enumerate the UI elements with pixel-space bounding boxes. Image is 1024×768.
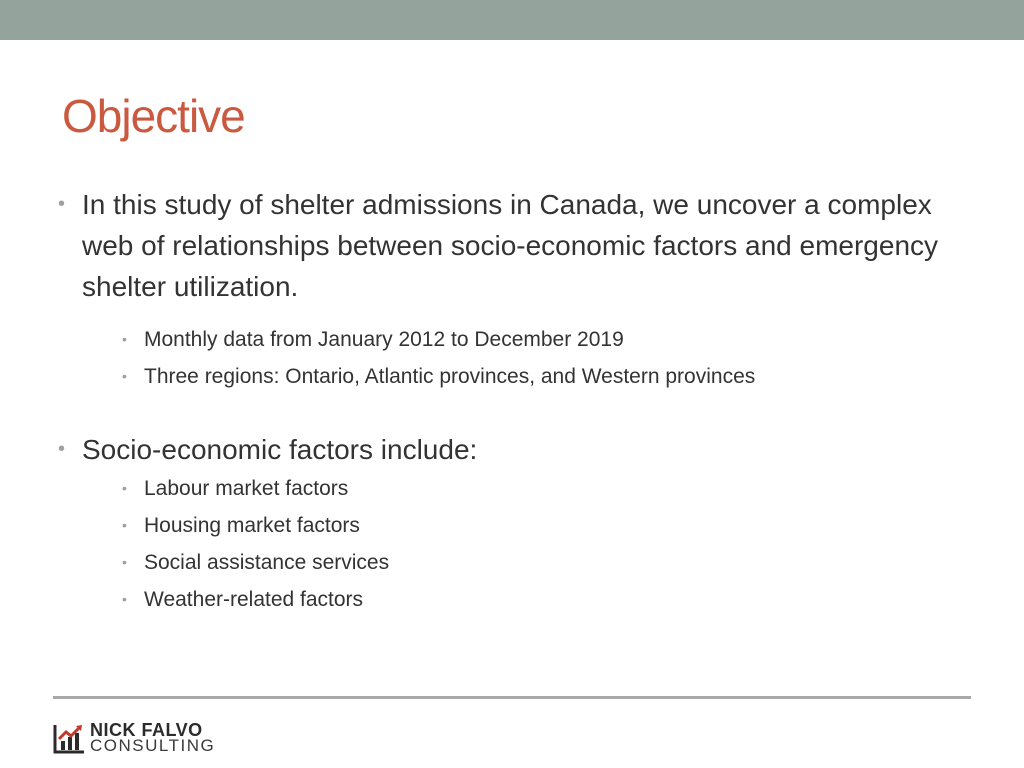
sub-bullet-point	[118, 321, 958, 358]
sub-bullet-icon: •	[122, 554, 127, 570]
bullet-point	[58, 184, 958, 307]
bullet-icon: •	[58, 438, 66, 460]
sub-bullet-icon: •	[122, 517, 127, 533]
sub-bullet-icon: •	[122, 480, 127, 496]
chart-arrow-icon	[52, 721, 86, 755]
bullet-point	[58, 429, 958, 470]
bullet-text: Socio-economic factors include:	[82, 434, 478, 465]
footer-divider	[53, 696, 971, 699]
logo-name: NICK FALVO	[90, 720, 203, 740]
bullet-text: In this study of shelter admissions in Canada, we uncover a complex web of relationships between socio-economic factors and emergency shelter utilization.	[82, 189, 939, 302]
slide-content	[58, 184, 958, 618]
sub-bullet-icon: •	[122, 368, 127, 384]
sub-bullet-point	[118, 507, 958, 544]
logo-subtitle: CONSULTING	[90, 736, 216, 755]
logo-wordmark	[90, 722, 215, 754]
company-logo	[52, 720, 215, 756]
sub-bullet-text: Social assistance services	[144, 551, 390, 574]
sub-bullet-text: Three regions: Ontario, Atlantic provinces, and Western provinces	[144, 365, 756, 388]
sub-bullet-point	[118, 544, 958, 581]
bullet-icon: •	[58, 193, 66, 215]
sub-bullet-icon: •	[122, 591, 127, 607]
sub-bullet-list	[118, 470, 958, 618]
sub-bullet-list	[118, 321, 958, 395]
sub-bullet-point	[118, 581, 958, 618]
slide-title: Objective	[62, 90, 245, 142]
sub-bullet-text: Weather-related factors	[144, 588, 364, 611]
sub-bullet-icon: •	[122, 331, 127, 347]
sub-bullet-text: Monthly data from January 2012 to December 2019	[144, 328, 624, 351]
sub-bullet-text: Labour market factors	[144, 477, 349, 500]
sub-bullet-text: Housing market factors	[144, 514, 360, 537]
sub-bullet-point	[118, 358, 958, 395]
sub-bullet-point	[118, 470, 958, 507]
top-accent-bar	[0, 0, 1024, 40]
